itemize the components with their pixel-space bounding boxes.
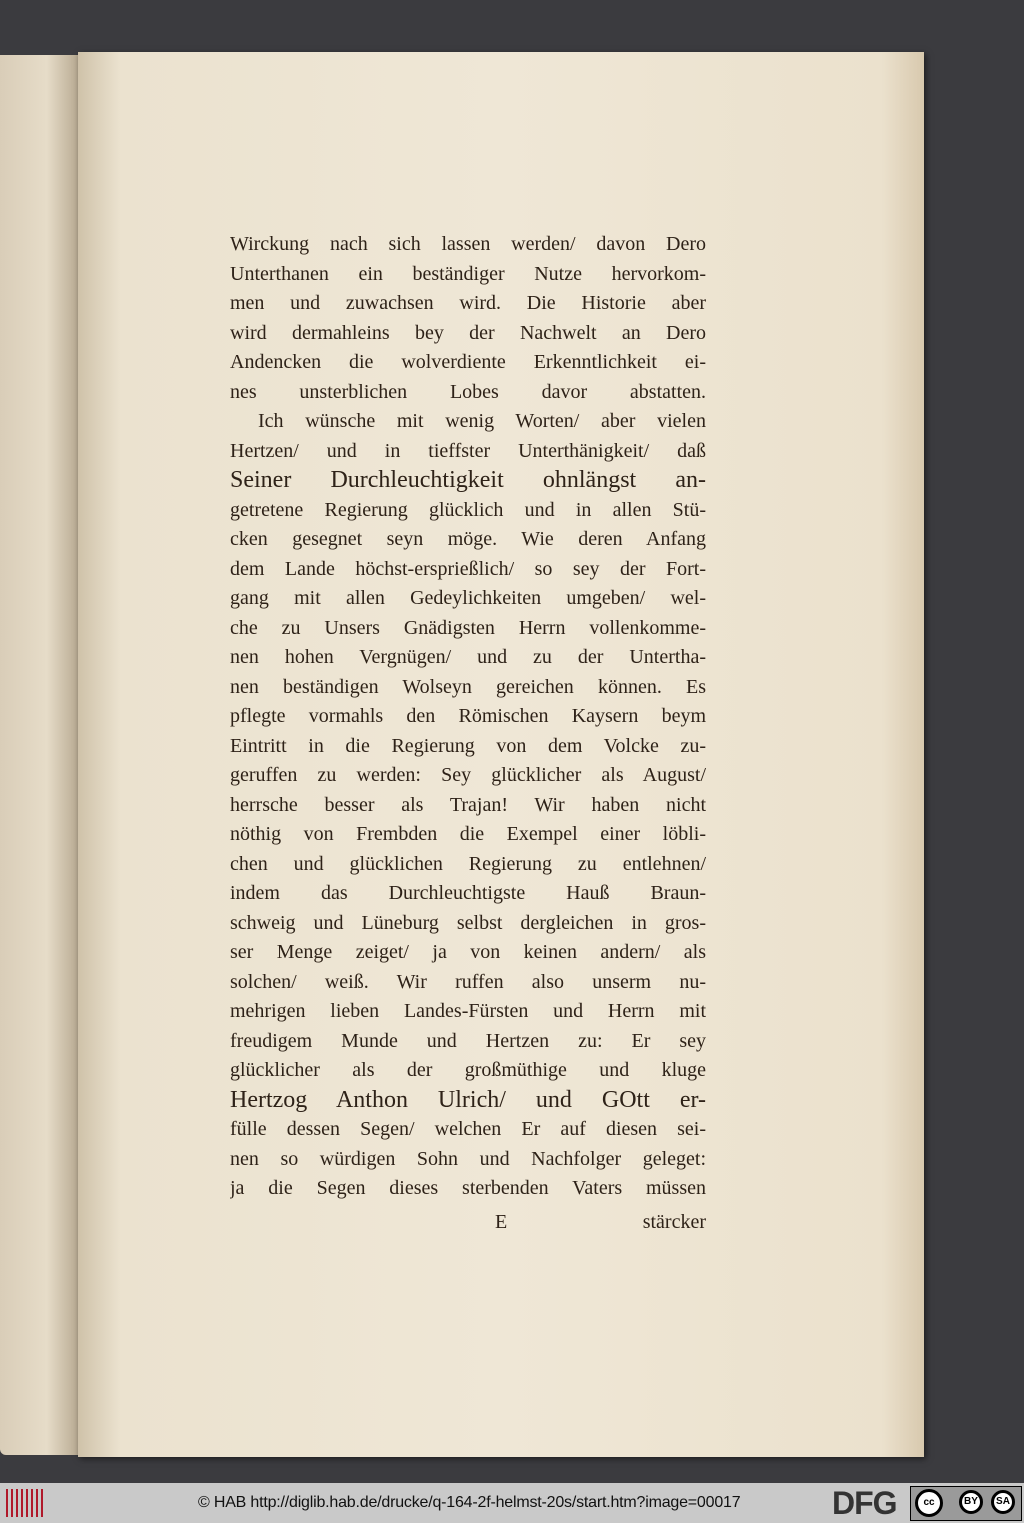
text-line: Unterthanen ein beständiger Nutze hervorkom- [230,262,706,285]
text-line: solchen/ weiß. Wir ruffen also unserm nu- [230,970,706,993]
text-line: ser Menge zeiget/ ja von keinen andern/ als [230,941,706,963]
text-line: nes unsterblichen Lobes davor abstatten. [230,380,706,403]
text-line: dem Lande höchst-ersprießlich/ so sey der Fort- [230,557,706,580]
text-line: wird dermahleins bey der Nachwelt an Dero [230,321,706,344]
text-line: Eintritt in die Regierung von dem Volcke zu- [230,734,706,757]
cc-license-badge[interactable] [910,1486,1022,1521]
text-line: mehrigen lieben Landes-Fürsten und Herrn mit [230,1000,706,1022]
text-line: geruffen zu werden: Sey glücklicher als August/ [230,764,706,786]
left-page-edge [0,55,78,1455]
text-line: nen beständigen Wolseyn gereichen können. Es [230,675,706,698]
text-line: nöthig von Frembden die Exempel einer löbli- [230,823,706,845]
by-icon: BY [959,1490,983,1514]
catchword: stärcker [642,1211,706,1233]
text-line: Ich wünsche mit wenig Worten/ aber vielen [258,410,706,432]
text-line: Hertzog Anthon Ulrich/ und GOtt er- [230,1086,706,1113]
text-line: fülle dessen Segen/ welchen Er auf diesen sei- [230,1118,706,1140]
text-line: men und zuwachsen wird. Die Historie aber [230,292,706,314]
signature-mark: E [495,1211,508,1233]
text-line: Seiner Durchleuchtigkeit ohnlängst an- [230,467,706,493]
text-line: Wirckung nach sich lassen werden/ davon Dero [230,233,706,255]
text-line: indem das Durchleuchtigste Hauß Braun- [230,882,706,904]
text-line: glücklicher als der großmüthige und kluge [230,1059,706,1081]
text-line: Andencken die wolverdiente Erkenntlichkeit ei- [230,351,706,373]
text-line: che zu Unsers Gnädigsten Herrn vollenkomme- [230,616,706,639]
text-line: schweig und Lüneburg selbst dergleichen in gros- [230,911,706,934]
text-line: cken gesegnet seyn möge. Wie deren Anfang [230,528,706,550]
hab-logo-icon [6,1489,46,1517]
cc-icon: cc [915,1489,943,1517]
dfg-logo: DFG [832,1485,897,1521]
text-line: gang mit allen Gedeylichkeiten umgeben/ wel- [230,587,706,609]
text-line: Hertzen/ und in tieffster Unterthänigkeit/ daß [230,439,706,462]
text-line: getretene Regierung glücklich und in allen Stü- [230,498,706,521]
text-line: herrsche besser als Trajan! Wir haben nicht [230,793,706,816]
text-line: ja die Segen dieses sterbenden Vaters müssen [230,1177,706,1199]
text-line: nen so würdigen Sohn und Nachfolger geleget: [230,1147,706,1170]
sa-icon: SA [991,1490,1015,1514]
page-text [230,230,706,1204]
page-footer-marks [230,1208,706,1236]
viewer-footer-bar [0,1483,1024,1523]
text-line: freudigem Munde und Hertzen zu: Er sey [230,1029,706,1052]
text-line: nen hohen Vergnügen/ und zu der Untertha- [230,646,706,668]
text-line: pflegte vormahls den Römischen Kaysern beym [230,705,706,727]
copyright-url[interactable]: © HAB http://diglib.hab.de/drucke/q-164-2f-helmst-20s/start.htm?image=00017 [198,1494,741,1511]
text-line: chen und glücklichen Regierung zu entlehnen/ [230,852,706,875]
